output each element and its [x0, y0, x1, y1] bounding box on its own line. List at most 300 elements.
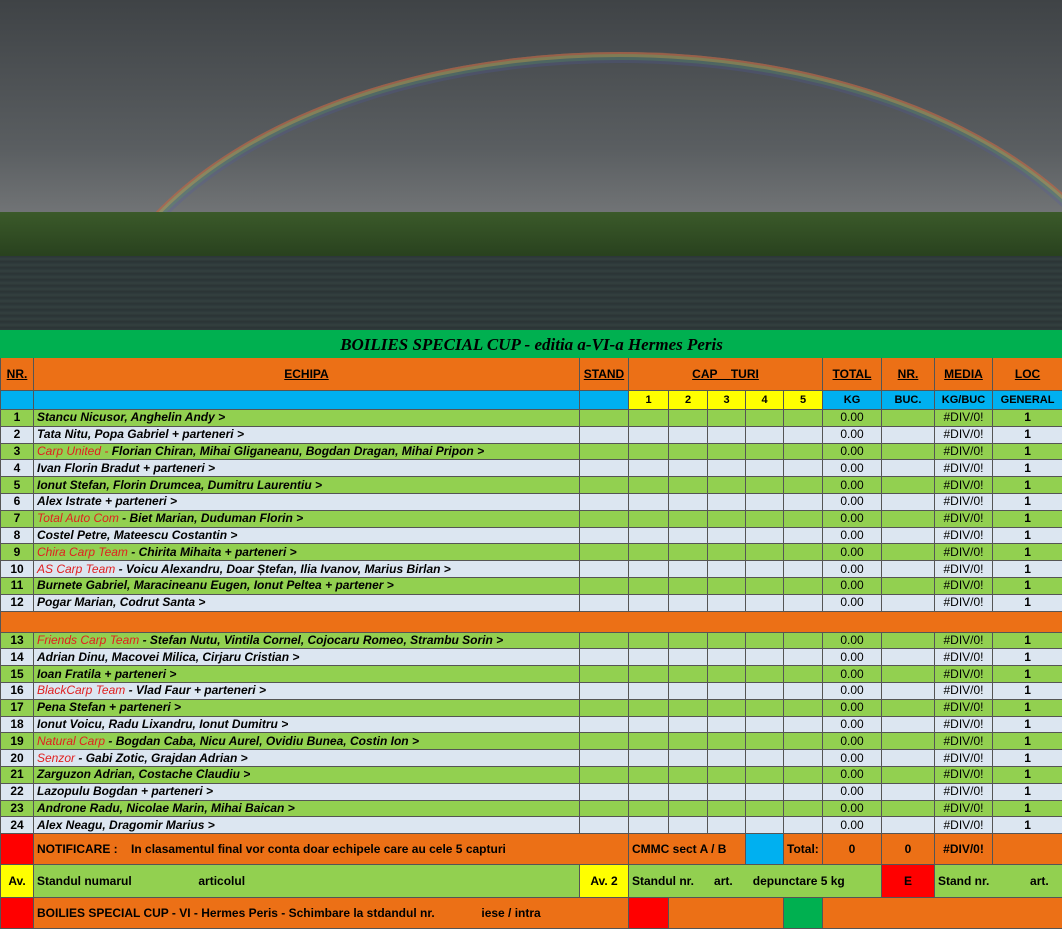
- input-cell[interactable]: [708, 426, 746, 443]
- input-cell[interactable]: [784, 527, 823, 544]
- warning-3: [935, 865, 1062, 898]
- row-media: #DIV/0!: [935, 410, 993, 427]
- input-cell[interactable]: [708, 443, 746, 460]
- table-row: [1, 716, 1062, 733]
- row-buc[interactable]: [882, 649, 935, 666]
- input-cell[interactable]: [784, 632, 823, 649]
- club-name: AS Carp Team: [37, 561, 116, 576]
- input-cell[interactable]: [580, 766, 629, 783]
- row-loc: 1: [993, 666, 1062, 683]
- input-cell[interactable]: [580, 410, 629, 427]
- row-total-kg: 0.00: [823, 544, 882, 561]
- row-team: [34, 699, 580, 716]
- input-cell[interactable]: [708, 817, 746, 834]
- input-cell[interactable]: [746, 733, 784, 750]
- input-cell[interactable]: [629, 426, 669, 443]
- row-team: [34, 666, 580, 683]
- input-cell[interactable]: [746, 577, 784, 594]
- team-members: Lazopulu Bogdan + parteneri >: [37, 784, 214, 799]
- row-media: #DIV/0!: [935, 649, 993, 666]
- input-cell[interactable]: [708, 682, 746, 699]
- input-cell[interactable]: [784, 577, 823, 594]
- input-cell[interactable]: [708, 783, 746, 800]
- row-buc[interactable]: [882, 561, 935, 578]
- row-nr: 9: [1, 544, 34, 561]
- input-cell[interactable]: [669, 783, 708, 800]
- row-loc: 1: [993, 460, 1062, 477]
- input-cell[interactable]: [708, 800, 746, 817]
- input-cell[interactable]: [708, 716, 746, 733]
- input-cell[interactable]: [629, 594, 669, 611]
- input-cell[interactable]: [629, 443, 669, 460]
- input-cell[interactable]: [746, 649, 784, 666]
- input-cell[interactable]: [580, 817, 629, 834]
- input-cell[interactable]: [580, 733, 629, 750]
- team-members: Zarguzon Adrian, Costache Claudiu >: [37, 767, 251, 782]
- table-row: [1, 527, 1062, 544]
- input-cell[interactable]: [629, 544, 669, 561]
- input-cell[interactable]: [629, 561, 669, 578]
- input-cell[interactable]: [746, 477, 784, 494]
- input-cell[interactable]: [784, 594, 823, 611]
- total-label: Total:: [784, 834, 823, 865]
- input-cell[interactable]: [580, 460, 629, 477]
- row-total-kg: 0.00: [823, 510, 882, 527]
- input-cell[interactable]: [580, 527, 629, 544]
- input-cell[interactable]: [784, 544, 823, 561]
- table-row: [1, 666, 1062, 683]
- articolul-text: articolul: [198, 873, 246, 888]
- input-cell[interactable]: [708, 577, 746, 594]
- input-cell[interactable]: [669, 426, 708, 443]
- input-cell[interactable]: [708, 460, 746, 477]
- input-cell[interactable]: [629, 682, 669, 699]
- row-loc: 1: [993, 443, 1062, 460]
- table-row: [1, 817, 1062, 834]
- input-cell[interactable]: [629, 800, 669, 817]
- subheader-general: GENERAL: [993, 391, 1062, 410]
- input-cell[interactable]: [784, 733, 823, 750]
- title-row: [1, 331, 1062, 358]
- input-cell[interactable]: [746, 460, 784, 477]
- input-cell[interactable]: [746, 544, 784, 561]
- table-row: [1, 750, 1062, 767]
- row-nr: 10: [1, 561, 34, 578]
- header-nr: NR.: [1, 358, 34, 391]
- row-buc[interactable]: [882, 766, 935, 783]
- input-cell[interactable]: [629, 577, 669, 594]
- row-buc[interactable]: [882, 666, 935, 683]
- input-cell[interactable]: [580, 666, 629, 683]
- header-total: TOTAL: [823, 358, 882, 391]
- row-media: #DIV/0!: [935, 443, 993, 460]
- input-cell[interactable]: [708, 666, 746, 683]
- input-cell[interactable]: [669, 460, 708, 477]
- input-cell[interactable]: [746, 682, 784, 699]
- group-a: [1, 410, 1062, 612]
- input-cell[interactable]: [784, 766, 823, 783]
- row-total-kg: 0.00: [823, 750, 882, 767]
- row-loc: 1: [993, 699, 1062, 716]
- input-cell[interactable]: [746, 493, 784, 510]
- input-cell[interactable]: [580, 577, 629, 594]
- row-buc[interactable]: [882, 682, 935, 699]
- row-loc: 1: [993, 594, 1062, 611]
- row-loc: 1: [993, 527, 1062, 544]
- table-row: [1, 800, 1062, 817]
- input-cell[interactable]: [580, 426, 629, 443]
- input-cell[interactable]: [784, 510, 823, 527]
- notification-row: [1, 834, 1062, 865]
- input-cell[interactable]: [746, 561, 784, 578]
- club-name: Natural Carp: [37, 733, 106, 748]
- av2-label: Av. 2: [580, 865, 629, 898]
- input-cell[interactable]: [708, 699, 746, 716]
- input-cell[interactable]: [746, 594, 784, 611]
- row-total-kg: 0.00: [823, 493, 882, 510]
- input-cell[interactable]: [708, 527, 746, 544]
- total-buc: 0: [882, 834, 935, 865]
- row-media: #DIV/0!: [935, 666, 993, 683]
- row-nr: 4: [1, 460, 34, 477]
- row-loc: 1: [993, 577, 1062, 594]
- input-cell[interactable]: [669, 443, 708, 460]
- input-cell[interactable]: [784, 493, 823, 510]
- input-cell[interactable]: [784, 561, 823, 578]
- team-members: - Stefan Nutu, Vintila Cornel, Cojocaru Romeo, Strambu Sorin >: [139, 632, 504, 647]
- row-nr: 17: [1, 699, 34, 716]
- input-cell[interactable]: [629, 716, 669, 733]
- row-loc: 1: [993, 716, 1062, 733]
- input-cell[interactable]: [580, 510, 629, 527]
- club-name: Carp United -: [37, 443, 109, 458]
- row-buc[interactable]: [882, 733, 935, 750]
- input-cell[interactable]: [580, 443, 629, 460]
- row-team: [34, 632, 580, 649]
- row-total-kg: 0.00: [823, 561, 882, 578]
- row-total-kg: 0.00: [823, 800, 882, 817]
- row-team: [34, 594, 580, 611]
- input-cell[interactable]: [629, 527, 669, 544]
- notification-label: NOTIFICARE :: [37, 841, 118, 856]
- row-media: #DIV/0!: [935, 426, 993, 443]
- row-total-kg: 0.00: [823, 477, 882, 494]
- input-cell[interactable]: [629, 750, 669, 767]
- input-cell[interactable]: [708, 561, 746, 578]
- depunctare-text: depunctare 5 kg: [752, 873, 845, 888]
- input-cell[interactable]: [580, 561, 629, 578]
- input-cell[interactable]: [580, 699, 629, 716]
- input-cell[interactable]: [580, 477, 629, 494]
- input-cell[interactable]: [784, 666, 823, 683]
- row-media: #DIV/0!: [935, 783, 993, 800]
- input-cell[interactable]: [669, 632, 708, 649]
- input-cell[interactable]: [746, 443, 784, 460]
- input-cell[interactable]: [746, 410, 784, 427]
- input-cell[interactable]: [580, 493, 629, 510]
- row-loc: 1: [993, 817, 1062, 834]
- turn-2: 2: [669, 391, 708, 410]
- row-buc[interactable]: [882, 699, 935, 716]
- row-buc[interactable]: [882, 783, 935, 800]
- input-cell[interactable]: [746, 766, 784, 783]
- row-team: [34, 649, 580, 666]
- input-cell[interactable]: [708, 594, 746, 611]
- team-members: Ivan Florin Bradut + parteneri >: [37, 460, 216, 475]
- input-cell[interactable]: [784, 426, 823, 443]
- input-cell[interactable]: [669, 750, 708, 767]
- input-cell[interactable]: [784, 443, 823, 460]
- av1-label: Av.: [1, 865, 34, 898]
- row-buc[interactable]: [882, 460, 935, 477]
- team-members: - Voicu Alexandru, Doar Ștefan, Ilia Ivanov, Marius Birlan >: [115, 561, 451, 576]
- row-loc: 1: [993, 649, 1062, 666]
- input-cell[interactable]: [784, 410, 823, 427]
- input-cell[interactable]: [669, 577, 708, 594]
- row-buc[interactable]: [882, 594, 935, 611]
- row-media: #DIV/0!: [935, 544, 993, 561]
- row-buc[interactable]: [882, 716, 935, 733]
- row-nr: 5: [1, 477, 34, 494]
- input-cell[interactable]: [669, 716, 708, 733]
- iese-intra-text: iese / intra: [481, 905, 541, 920]
- row-total-kg: 0.00: [823, 649, 882, 666]
- row-team: [34, 682, 580, 699]
- table-row: [1, 410, 1062, 427]
- input-cell[interactable]: [580, 649, 629, 666]
- row-buc[interactable]: [882, 510, 935, 527]
- input-cell[interactable]: [629, 477, 669, 494]
- row-loc: 1: [993, 750, 1062, 767]
- input-cell[interactable]: [708, 410, 746, 427]
- input-cell[interactable]: [580, 594, 629, 611]
- row-media: #DIV/0!: [935, 682, 993, 699]
- table-row: [1, 426, 1062, 443]
- row-media: #DIV/0!: [935, 766, 993, 783]
- row-buc[interactable]: [882, 817, 935, 834]
- row-team: [34, 460, 580, 477]
- input-cell[interactable]: [708, 649, 746, 666]
- input-cell[interactable]: [669, 410, 708, 427]
- input-cell[interactable]: [629, 510, 669, 527]
- club-name: Senzor: [37, 750, 76, 765]
- team-members: Tata Nitu, Popa Gabriel + parteneri >: [37, 427, 244, 442]
- input-cell[interactable]: [580, 544, 629, 561]
- team-members: - Bogdan Caba, Nicu Aurel, Ovidiu Bunea, Costin Ion >: [105, 733, 419, 748]
- input-cell[interactable]: [746, 783, 784, 800]
- club-name: Total Auto Com: [37, 511, 119, 526]
- row-loc: 1: [993, 477, 1062, 494]
- row-team: [34, 443, 580, 460]
- row-buc[interactable]: [882, 544, 935, 561]
- turn-3: 3: [708, 391, 746, 410]
- input-cell[interactable]: [746, 699, 784, 716]
- table-row: [1, 733, 1062, 750]
- row-team: [34, 493, 580, 510]
- row-buc[interactable]: [882, 410, 935, 427]
- input-cell[interactable]: [746, 750, 784, 767]
- input-cell[interactable]: [669, 594, 708, 611]
- input-cell[interactable]: [669, 800, 708, 817]
- team-members: Stancu Nicusor, Anghelin Andy >: [37, 410, 226, 425]
- input-cell[interactable]: [580, 682, 629, 699]
- row-total-kg: 0.00: [823, 632, 882, 649]
- row-buc[interactable]: [882, 527, 935, 544]
- team-members: Florian Chiran, Mihai Gliganeanu, Bogdan Dragan, Mihai Pripon >: [108, 443, 485, 458]
- input-cell[interactable]: [669, 649, 708, 666]
- table-row: [1, 544, 1062, 561]
- standul-nr-text: Standul nr.: [632, 873, 695, 888]
- input-cell[interactable]: [629, 632, 669, 649]
- notification-text: In clasamentul final vor conta doar echipele care au cele 5 capturi: [131, 841, 506, 856]
- row-buc[interactable]: [882, 426, 935, 443]
- input-cell[interactable]: [708, 493, 746, 510]
- row-team: [34, 561, 580, 578]
- input-cell[interactable]: [746, 527, 784, 544]
- row-buc[interactable]: [882, 632, 935, 649]
- row-total-kg: 0.00: [823, 426, 882, 443]
- input-cell[interactable]: [669, 733, 708, 750]
- row-nr: 3: [1, 443, 34, 460]
- input-cell[interactable]: [746, 426, 784, 443]
- row-total-kg: 0.00: [823, 699, 882, 716]
- input-cell[interactable]: [746, 800, 784, 817]
- row-buc[interactable]: [882, 477, 935, 494]
- turn-1: 1: [629, 391, 669, 410]
- input-cell[interactable]: [784, 649, 823, 666]
- row-media: #DIV/0!: [935, 561, 993, 578]
- input-cell[interactable]: [629, 817, 669, 834]
- input-cell[interactable]: [580, 783, 629, 800]
- input-cell[interactable]: [629, 649, 669, 666]
- team-members: Ionut Voicu, Radu Lixandru, Ionut Dumitru >: [37, 716, 289, 731]
- input-cell[interactable]: [708, 510, 746, 527]
- row-loc: 1: [993, 544, 1062, 561]
- input-cell[interactable]: [629, 410, 669, 427]
- input-cell[interactable]: [669, 699, 708, 716]
- input-cell[interactable]: [580, 750, 629, 767]
- art2-text: art.: [1030, 873, 1049, 888]
- header-loc: LOC: [993, 358, 1062, 391]
- row-loc: 1: [993, 561, 1062, 578]
- input-cell[interactable]: [580, 716, 629, 733]
- group-b: [1, 632, 1062, 834]
- table-row: [1, 649, 1062, 666]
- table-row: [1, 510, 1062, 527]
- row-total-kg: 0.00: [823, 783, 882, 800]
- input-cell[interactable]: [746, 666, 784, 683]
- row-nr: 15: [1, 666, 34, 683]
- input-cell[interactable]: [708, 544, 746, 561]
- table-row: [1, 577, 1062, 594]
- input-cell[interactable]: [669, 666, 708, 683]
- input-cell[interactable]: [629, 733, 669, 750]
- input-cell[interactable]: [746, 510, 784, 527]
- input-cell[interactable]: [784, 750, 823, 767]
- row-nr: 16: [1, 682, 34, 699]
- input-cell[interactable]: [629, 783, 669, 800]
- input-cell[interactable]: [629, 699, 669, 716]
- input-cell[interactable]: [629, 493, 669, 510]
- row-nr: 8: [1, 527, 34, 544]
- row-loc: 1: [993, 510, 1062, 527]
- input-cell[interactable]: [746, 817, 784, 834]
- page-title: BOILIES SPECIAL CUP - editia a-VI-a Hermes Peris: [1, 331, 1062, 358]
- input-cell[interactable]: [784, 817, 823, 834]
- input-cell[interactable]: [746, 632, 784, 649]
- row-total-kg: 0.00: [823, 733, 882, 750]
- input-cell[interactable]: [746, 716, 784, 733]
- row-nr: 2: [1, 426, 34, 443]
- input-cell[interactable]: [669, 817, 708, 834]
- row-buc[interactable]: [882, 493, 935, 510]
- input-cell[interactable]: [669, 682, 708, 699]
- row-loc: 1: [993, 783, 1062, 800]
- input-cell[interactable]: [708, 750, 746, 767]
- table-row: [1, 699, 1062, 716]
- table-row: [1, 477, 1062, 494]
- row-nr: 6: [1, 493, 34, 510]
- input-cell[interactable]: [784, 477, 823, 494]
- input-cell[interactable]: [669, 544, 708, 561]
- row-total-kg: 0.00: [823, 460, 882, 477]
- row-media: #DIV/0!: [935, 817, 993, 834]
- input-cell[interactable]: [669, 477, 708, 494]
- row-nr: 21: [1, 766, 34, 783]
- input-cell[interactable]: [580, 800, 629, 817]
- warning-2: [629, 865, 882, 898]
- input-cell[interactable]: [629, 766, 669, 783]
- input-cell[interactable]: [580, 632, 629, 649]
- row-media: #DIV/0!: [935, 460, 993, 477]
- input-cell[interactable]: [669, 493, 708, 510]
- input-cell[interactable]: [708, 477, 746, 494]
- input-cell[interactable]: [784, 460, 823, 477]
- row-team: [34, 477, 580, 494]
- row-media: #DIV/0!: [935, 477, 993, 494]
- club-name: Chira Carp Team: [37, 544, 128, 559]
- input-cell[interactable]: [669, 561, 708, 578]
- table-row: [1, 682, 1062, 699]
- row-media: #DIV/0!: [935, 733, 993, 750]
- input-cell[interactable]: [708, 632, 746, 649]
- input-cell[interactable]: [629, 460, 669, 477]
- table-row: [1, 460, 1062, 477]
- input-cell[interactable]: [629, 666, 669, 683]
- standul-text: Standul numarul: [37, 873, 132, 888]
- input-cell[interactable]: [708, 766, 746, 783]
- team-members: - Vlad Faur + parteneri >: [125, 683, 266, 698]
- input-cell[interactable]: [708, 733, 746, 750]
- input-cell[interactable]: [784, 682, 823, 699]
- team-members: Alex Istrate + parteneri >: [37, 494, 178, 509]
- row-buc[interactable]: [882, 443, 935, 460]
- lake-water: [0, 256, 1062, 330]
- input-cell[interactable]: [784, 800, 823, 817]
- row-buc[interactable]: [882, 577, 935, 594]
- input-cell[interactable]: [784, 783, 823, 800]
- input-cell[interactable]: [669, 766, 708, 783]
- row-buc[interactable]: [882, 800, 935, 817]
- input-cell[interactable]: [784, 699, 823, 716]
- row-media: #DIV/0!: [935, 510, 993, 527]
- row-buc[interactable]: [882, 750, 935, 767]
- table-row: [1, 493, 1062, 510]
- input-cell[interactable]: [669, 527, 708, 544]
- input-cell[interactable]: [669, 510, 708, 527]
- row-media: #DIV/0!: [935, 699, 993, 716]
- input-cell[interactable]: [784, 716, 823, 733]
